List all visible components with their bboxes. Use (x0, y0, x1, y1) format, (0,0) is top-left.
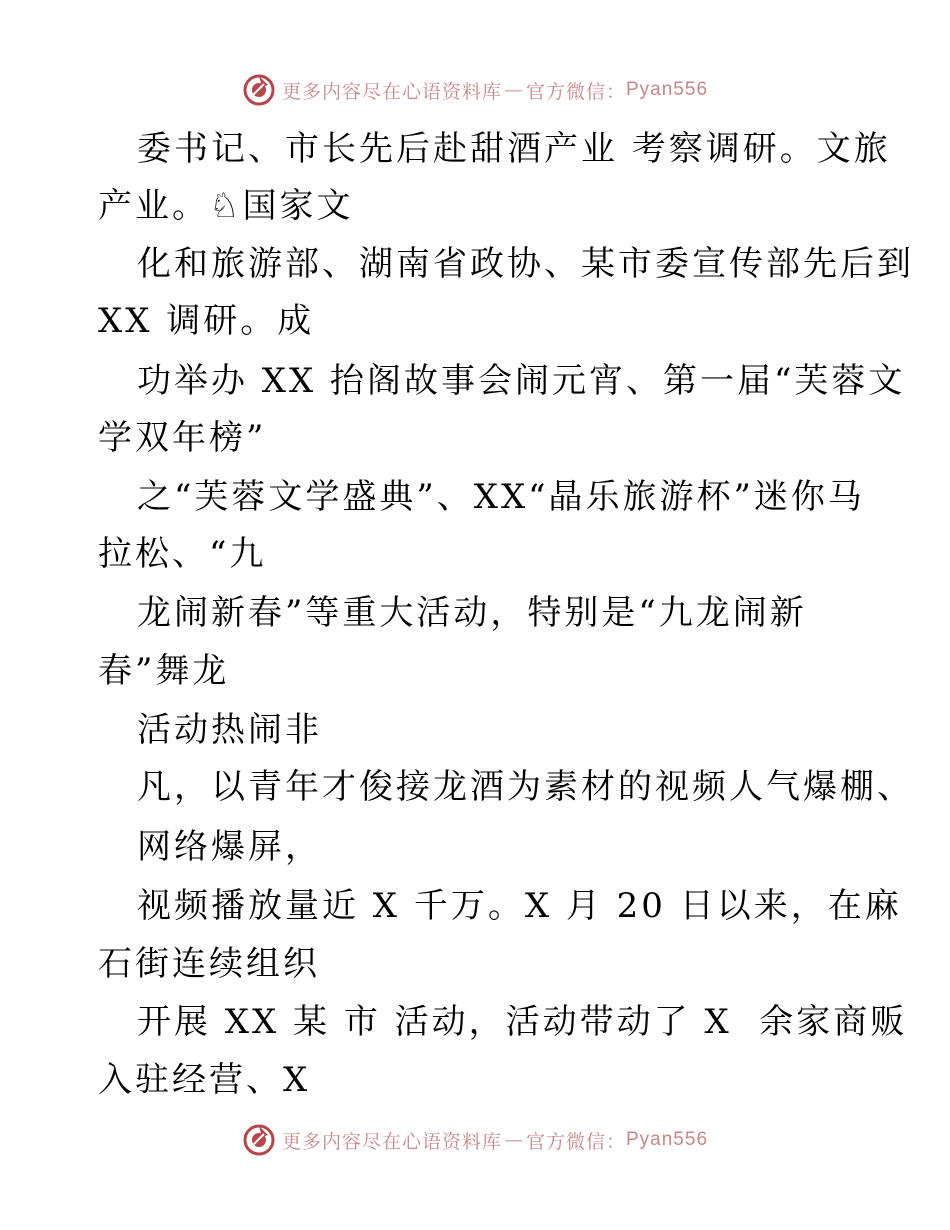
body-line: 视频播放量近 X 千万。X 月 20 日以来，在麻 (137, 886, 902, 926)
watermark-separator: — (503, 79, 524, 101)
body-line: 拉松、“九 (98, 534, 267, 574)
body-line: 化和旅游部、湖南省政协、某市委宣传部先后到 (137, 244, 914, 284)
watermark-contact-label: 官方微信： (525, 1130, 626, 1153)
body-line: 春”舞龙 (98, 651, 230, 691)
body-line: 产业。♘国家文 (98, 186, 354, 226)
body-line: XX 调研。成 (98, 301, 315, 341)
body-line: 之“芙蓉文学盛典”、XX“晶乐旅游杯”迷你马 (137, 477, 865, 517)
body-line: 学双年榜” (98, 418, 267, 458)
watermark-contact-id: Pyan556 (626, 1129, 709, 1150)
watermark-brand: 更多内容尽在心语资料库 (281, 80, 502, 103)
watermark-contact-id: Pyan556 (626, 79, 709, 100)
watermark-brand: 更多内容尽在心语资料库 (281, 1130, 502, 1153)
watermark-contact-label: 官方微信： (525, 80, 626, 103)
watermark-separator: — (503, 1129, 524, 1151)
body-line: 石街连续组织 (98, 944, 320, 984)
body-line: 功举办 XX 抬阁故事会闹元宵、第一届“芙蓉文 (137, 361, 906, 401)
body-line: 凡，以青年才俊接龙酒为素材的视频人气爆棚、 (137, 767, 914, 807)
brand-logo-icon (242, 1123, 276, 1157)
body-line: 开展 XX 某 市 活动，活动带动了 X 余家商贩 (137, 1002, 908, 1042)
body-line: 活动热闹非 (137, 710, 322, 750)
body-line: 龙闹新春”等重大活动，特别是“九龙闹新 (137, 593, 807, 633)
body-line: 网络爆屏， (137, 827, 322, 867)
footer-watermark (0, 1120, 950, 1160)
body-line: 委书记、市长先后赴甜酒产业 考察调研。文旅 (137, 129, 891, 169)
body-line: 入驻经营、X (98, 1060, 311, 1100)
